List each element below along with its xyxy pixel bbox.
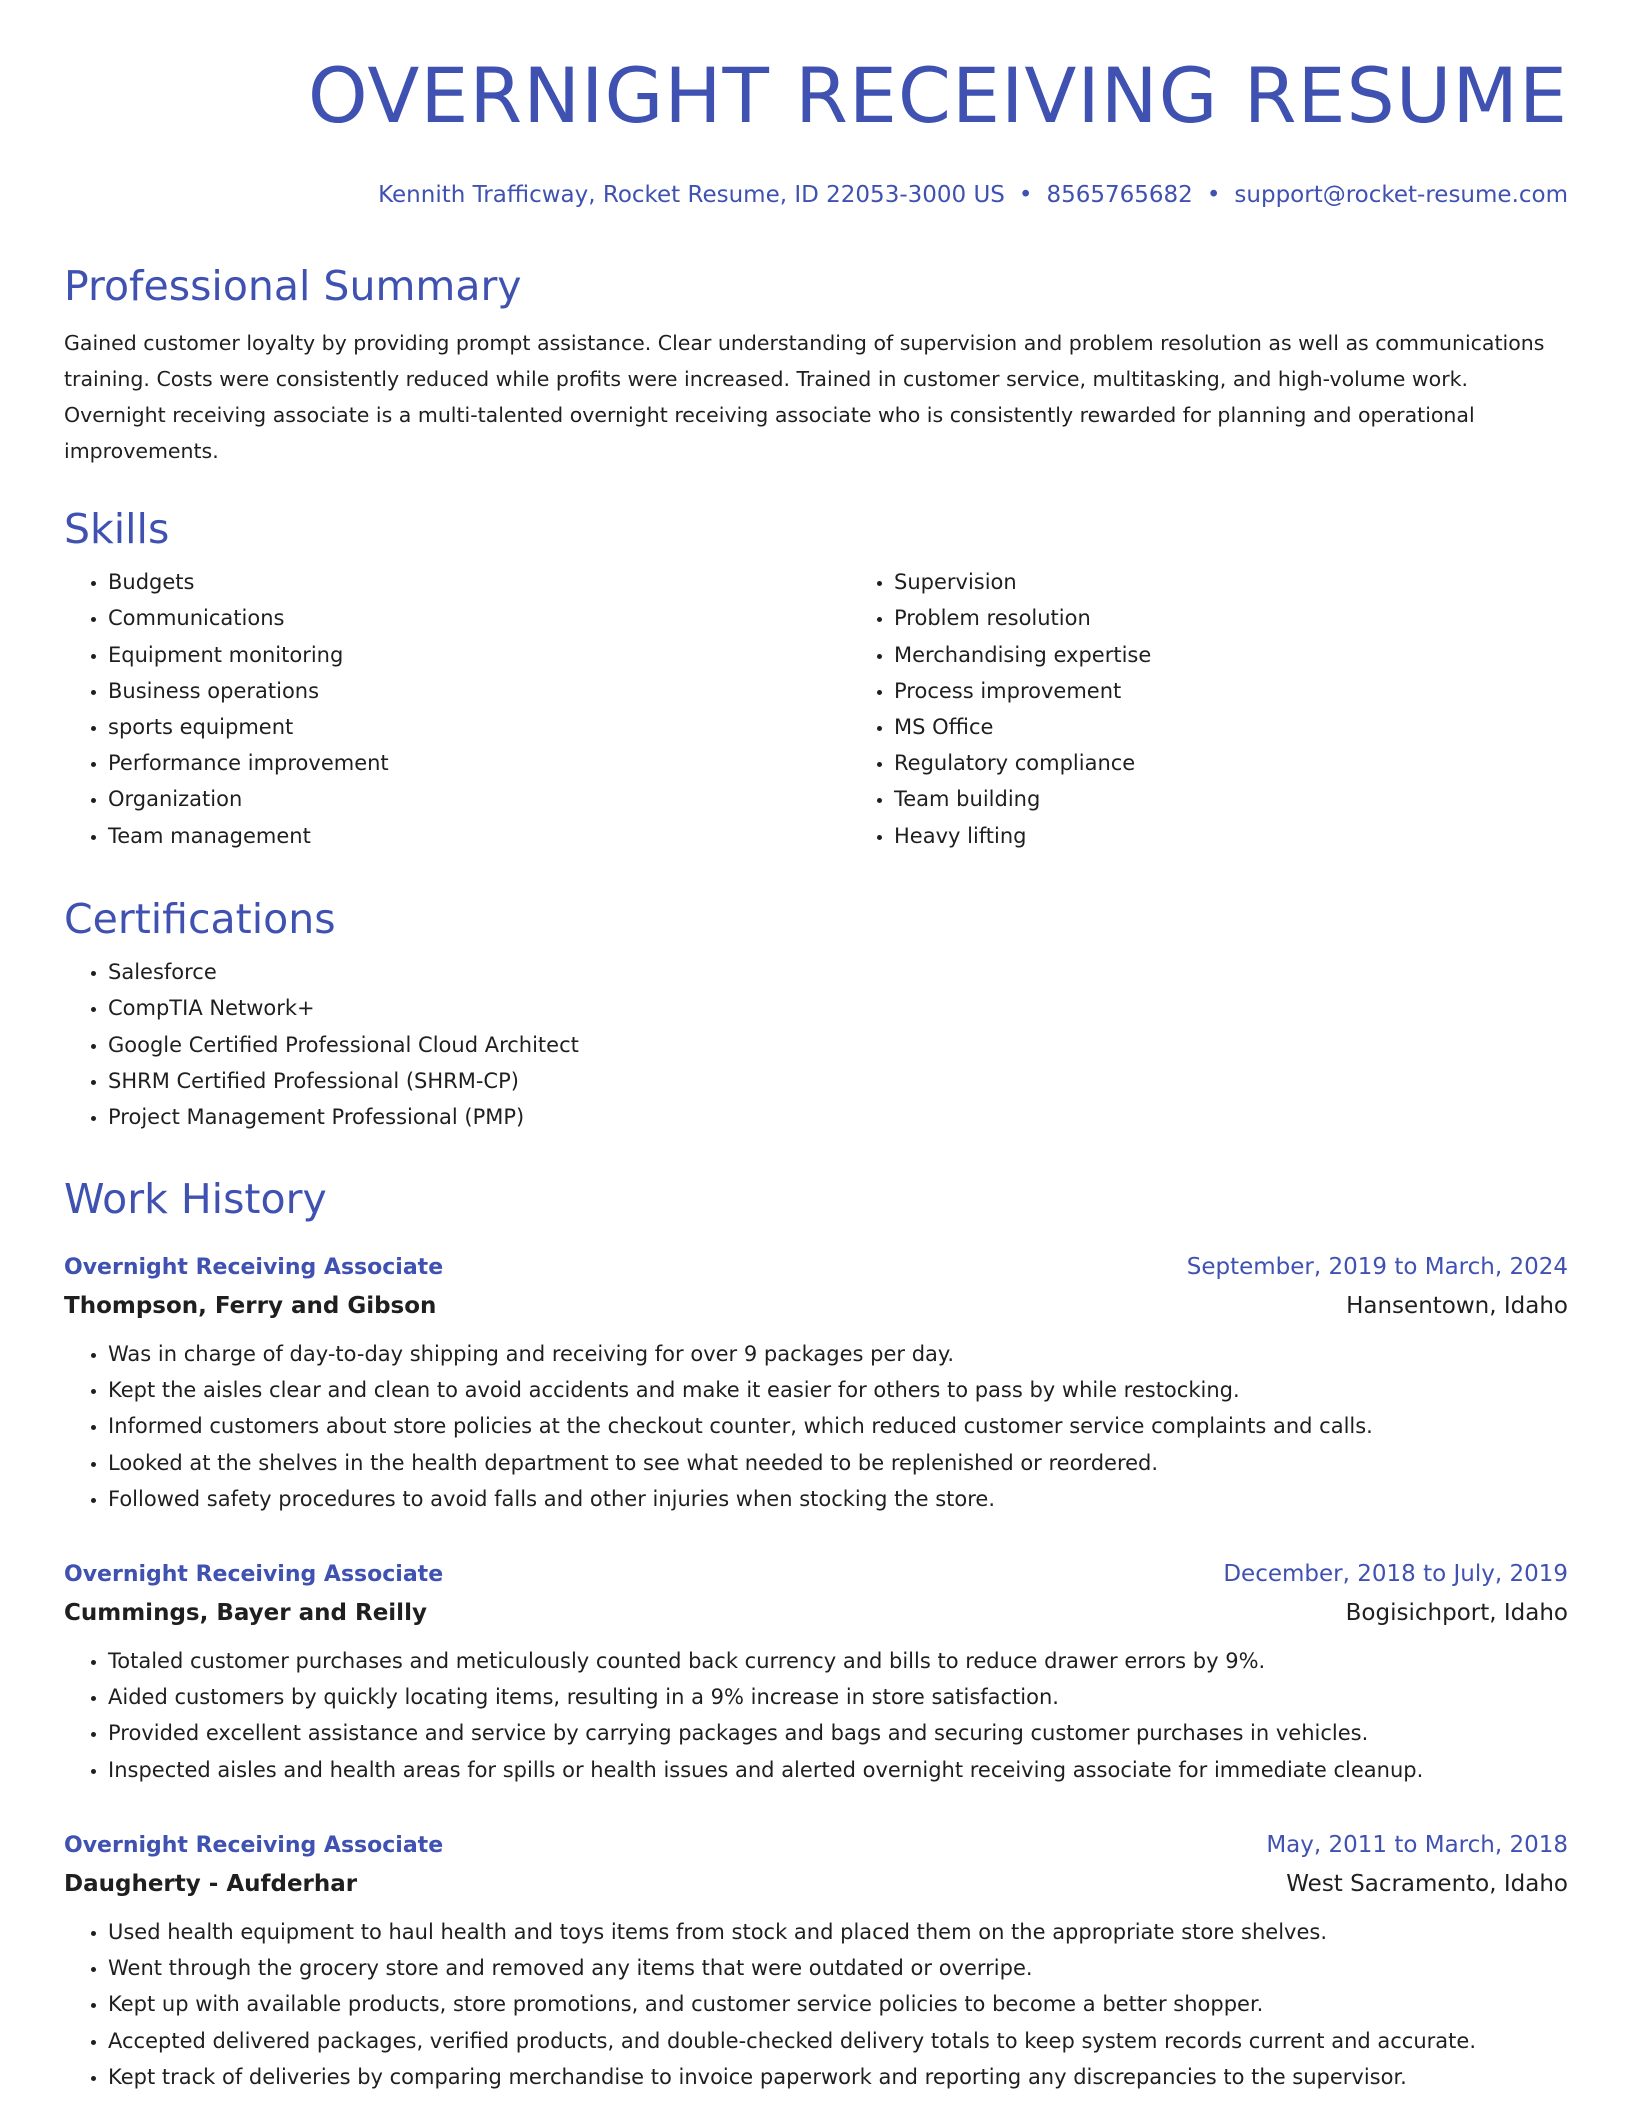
job-bullet: • Used health equipment to haul health and toys items from stock and placed them on the appropriate store shelves. xyxy=(108,1914,1568,1950)
skill-item: • Problem resolution xyxy=(894,600,1632,636)
skill-item: • Process improvement xyxy=(894,673,1632,709)
job-bullet: • Accepted delivered packages, verified products, and double-checked delivery totals to keep system records current and accurate. xyxy=(108,2023,1568,2059)
work-history-section xyxy=(64,1175,1568,1224)
certification-item: • Salesforce xyxy=(108,954,1568,990)
job-title: Overnight Receiving Associate xyxy=(64,1833,444,1858)
skill-item: • Organization xyxy=(108,781,850,817)
skill-item: • Performance improvement xyxy=(108,745,850,781)
skill-item: • Heavy lifting xyxy=(894,818,1632,854)
job-title: Overnight Receiving Associate xyxy=(64,1562,444,1587)
job-bullet: • Inspected aisles and health areas for spills or health issues and alerted overnight receiving associate for immediate cleanup. xyxy=(108,1752,1568,1788)
summary-heading: Professional Summary xyxy=(64,262,522,310)
certification-item: • CompTIA Network+ xyxy=(108,990,1568,1026)
certifications-heading: Certifications xyxy=(64,895,336,943)
work-history-heading: Work History xyxy=(64,1175,327,1223)
certification-item: • Google Certified Professional Cloud Architect xyxy=(108,1027,1568,1063)
job-bullet: • Kept track of deliveries by comparing merchandise to invoice paperwork and reporting any discrepancies to the supervisor. xyxy=(108,2059,1568,2095)
skill-item: • Budgets xyxy=(108,564,850,600)
certifications-list xyxy=(64,954,1568,1135)
contact-separator: • xyxy=(1206,182,1221,208)
job-entry xyxy=(64,1556,1568,1788)
skill-item: • Merchandising expertise xyxy=(894,637,1632,673)
skill-item: • Equipment monitoring xyxy=(108,637,850,673)
job-dates: December, 2018 to July, 2019 xyxy=(1223,1561,1568,1587)
job-entry xyxy=(64,1827,1568,2095)
skill-item: • Regulatory compliance xyxy=(894,745,1632,781)
contact-line xyxy=(378,182,1568,210)
job-company: Daugherty - Aufderhar xyxy=(64,1871,358,1897)
job-bullet: • Provided excellent assistance and service by carrying packages and bags and securing customer purchases in vehicles. xyxy=(108,1715,1568,1751)
skills-list-right xyxy=(850,564,1632,854)
certifications-section xyxy=(64,895,1568,1135)
job-bullet: • Followed safety procedures to avoid falls and other injuries when stocking the store. xyxy=(108,1481,1568,1517)
skill-item: • Supervision xyxy=(894,564,1632,600)
job-header-row xyxy=(64,1827,1568,1864)
job-bullets xyxy=(64,1336,1568,1517)
job-bullets xyxy=(64,1643,1568,1788)
skill-item: • Communications xyxy=(108,600,850,636)
job-company-row xyxy=(64,1286,1568,1326)
skill-item: • Business operations xyxy=(108,673,850,709)
job-location: Hansentown, Idaho xyxy=(1346,1293,1568,1319)
job-company: Cummings, Bayer and Reilly xyxy=(64,1600,427,1626)
skills-heading: Skills xyxy=(64,505,170,553)
skill-item: • Team building xyxy=(894,781,1632,817)
job-company-row xyxy=(64,1864,1568,1904)
job-bullets xyxy=(64,1914,1568,2095)
job-header-row xyxy=(64,1249,1568,1286)
skills-list-left xyxy=(64,564,850,854)
contact-address: Kennith Trafficway, Rocket Resume, ID 22053-3000 US xyxy=(378,182,1005,208)
certification-item: • SHRM Certified Professional (SHRM-CP) xyxy=(108,1063,1568,1099)
job-header-row xyxy=(64,1556,1568,1593)
job-bullet: • Informed customers about store policies at the checkout counter, which reduced customer service complaints and calls. xyxy=(108,1408,1568,1444)
contact-email[interactable]: support@rocket-resume.com xyxy=(1234,182,1568,208)
contact-separator: • xyxy=(1018,182,1033,208)
job-bullet: • Kept up with available products, store promotions, and customer service policies to become a better shopper. xyxy=(108,1986,1568,2022)
job-dates: September, 2019 to March, 2024 xyxy=(1186,1254,1568,1280)
skills-grid xyxy=(64,554,1568,854)
job-bullet: • Was in charge of day-to-day shipping and receiving for over 9 packages per day. xyxy=(108,1336,1568,1372)
job-title: Overnight Receiving Associate xyxy=(64,1255,444,1280)
job-bullet: • Totaled customer purchases and meticulously counted back currency and bills to reduce drawer errors by 9%. xyxy=(108,1643,1568,1679)
job-bullet: • Looked at the shelves in the health department to see what needed to be replenished or reordered. xyxy=(108,1445,1568,1481)
summary-text: Gained customer loyalty by providing prompt assistance. Clear understanding of supervision and problem resolution as well as communications training. Costs were consistently reduced while profits were increased. Trained in customer service, multitasking, and high-volume work. Overnight receiving associate is a multi-talented overnight receiving associate who is consistently rewarded for planning and operational improvements. xyxy=(64,331,1545,464)
job-bullet: • Aided customers by quickly locating items, resulting in a 9% increase in store satisfaction. xyxy=(108,1679,1568,1715)
contact-phone: 8565765682 xyxy=(1046,182,1193,208)
job-location: Bogisichport, Idaho xyxy=(1345,1600,1568,1626)
skill-item: • MS Office xyxy=(894,709,1632,745)
resume-title: OVERNIGHT RECEIVING RESUME xyxy=(307,51,1568,140)
summary-section xyxy=(64,262,1568,469)
job-company: Thompson, Ferry and Gibson xyxy=(64,1293,437,1319)
job-bullet: • Kept the aisles clear and clean to avoid accidents and make it easier for others to pass by while restocking. xyxy=(108,1372,1568,1408)
job-location: West Sacramento, Idaho xyxy=(1286,1871,1568,1897)
job-company-row xyxy=(64,1593,1568,1633)
certification-item: • Project Management Professional (PMP) xyxy=(108,1099,1568,1135)
skills-section xyxy=(64,505,1568,854)
job-bullet: • Went through the grocery store and removed any items that were outdated or overripe. xyxy=(108,1950,1568,1986)
skill-item: • Team management xyxy=(108,818,850,854)
job-dates: May, 2011 to March, 2018 xyxy=(1266,1832,1568,1858)
job-entry xyxy=(64,1249,1568,1517)
skill-item: • sports equipment xyxy=(108,709,850,745)
